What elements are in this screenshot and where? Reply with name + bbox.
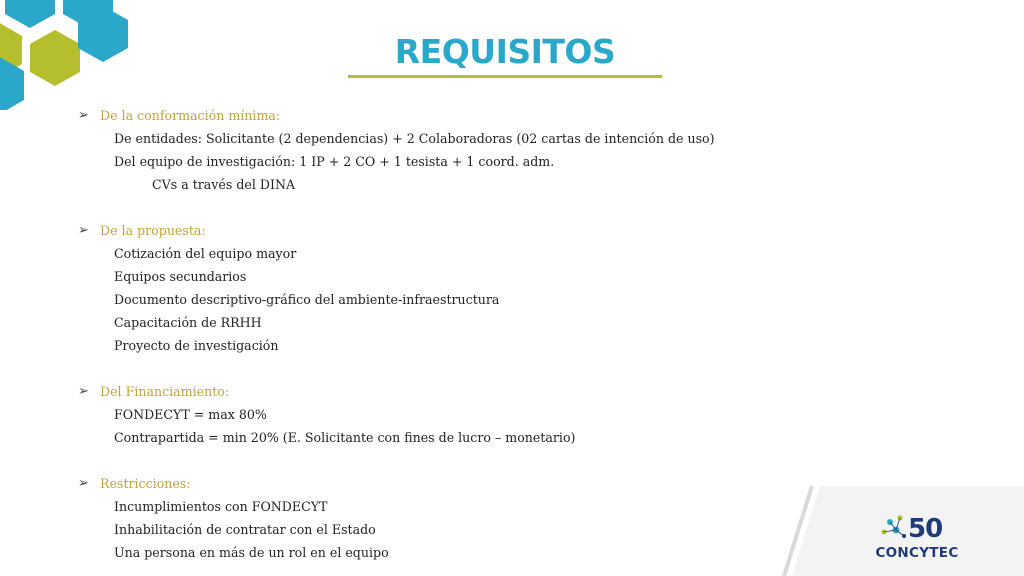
list-item: Inhabilitación de contratar con el Estado <box>114 522 376 537</box>
list-item: CVs a través del DINA <box>152 177 296 192</box>
list-item: Una persona en más de un rol en el equipo <box>114 545 389 560</box>
list-item: Documento descriptivo-gráfico del ambiente-infraestructura <box>114 292 500 307</box>
section-heading-text: Del Financiamiento: <box>100 384 230 399</box>
list-item: Del equipo de investigación: 1 IP + 2 CO + 1 tesista + 1 coord. adm. <box>114 154 555 169</box>
list-item: Cotización del equipo mayor <box>114 246 297 261</box>
logo-wordmark: CONCYTEC <box>875 545 959 561</box>
logo-anniversary: 50 <box>908 514 943 544</box>
arrow-bullet-icon: ➢ <box>78 108 89 123</box>
title-underline <box>348 75 662 78</box>
arrow-bullet-icon: ➢ <box>78 223 89 238</box>
list-item: Capacitación de RRHH <box>114 315 262 330</box>
list-item: Equipos secundarios <box>114 269 247 284</box>
list-item: FONDECYT = max 80% <box>114 407 267 422</box>
hexagon-decoration <box>0 0 140 110</box>
section-heading-text: De la conformación mínima: <box>100 108 281 123</box>
arrow-bullet-icon: ➢ <box>78 384 89 399</box>
list-item: Contrapartida = min 20% (E. Solicitante con fines de lucro – monetario) <box>114 430 576 445</box>
list-item: Incumplimientos con FONDECYT <box>114 499 328 514</box>
list-item: De entidades: Solicitante (2 dependencias) + 2 Colaboradoras (02 cartas de intención de uso) <box>114 131 715 146</box>
arrow-bullet-icon: ➢ <box>78 476 89 491</box>
page-title: REQUISITOS <box>394 32 616 71</box>
list-item: Proyecto de investigación <box>114 338 279 353</box>
section-heading-text: Restricciones: <box>100 476 191 491</box>
section-heading-text: De la propuesta: <box>100 223 206 238</box>
